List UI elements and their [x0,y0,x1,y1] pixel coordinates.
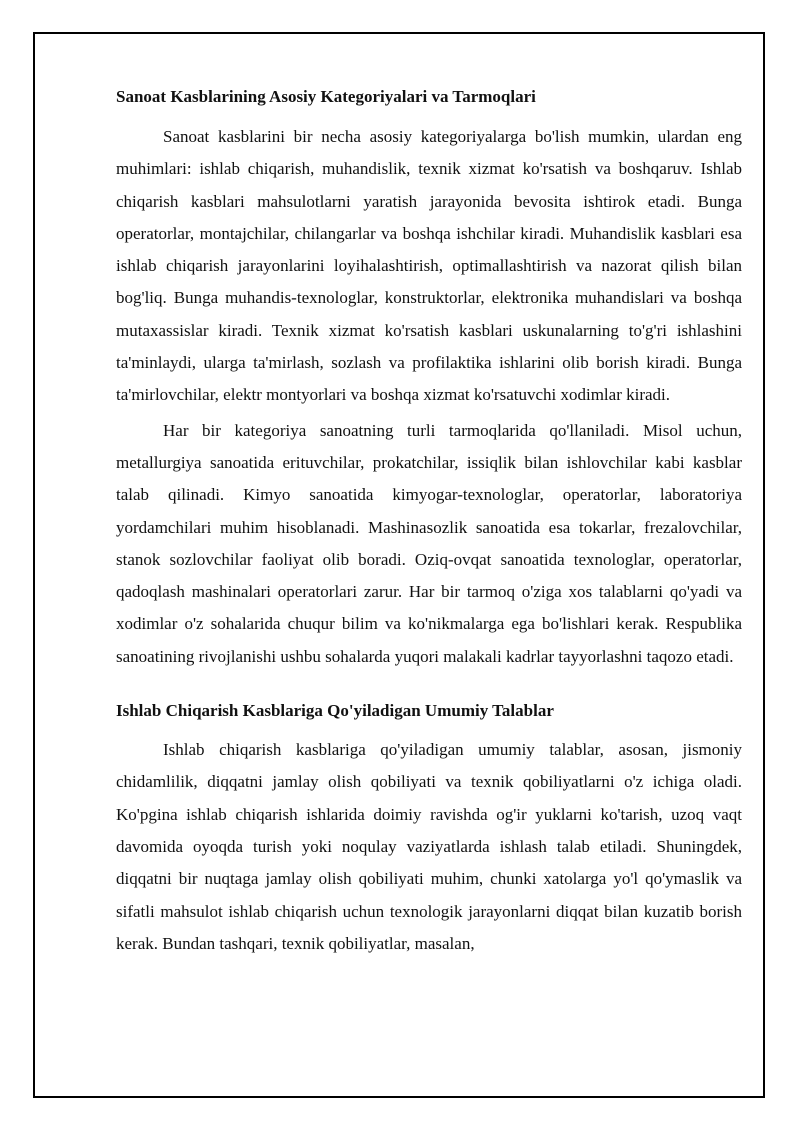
section-heading-categories: Sanoat Kasblarining Asosiy Kategoriyalari va Tarmoqlari [116,87,536,106]
paragraph-general-requirements: Ishlab chiqarish kasblariga qo'yiladigan umumiy talablar, asosan, jismoniy chidamlilik, diqqatni jamlay olish qobiliyati va texnik qobiliyatlarni o'z ichiga oladi. Ko'pgina ishlab chiqarish ishlarida doimiy ravishda og'ir yuklarni ko'tarish, uzoq vaqt davomida oyoqda turish yoki noqulay vaziyatlarda ishlash talab etiladi. Shuningdek, diqqatni bir nuqtaga jamlay olish qobiliyati muhim, chunki xatolarga yo'l qo'ymaslik va sifatli mahsulot ishlab chiqarish uchun texnologik jarayonlarni diqqat bilan kuzatib borish kerak. Bundan tashqari, texnik qobiliyatlar, masalan, [116,740,742,953]
document-body [116,84,742,960]
paragraph-categories-overview: Sanoat kasblarini bir necha asosiy kategoriyalarga bo'lish mumkin, ulardan eng muhimlari: ishlab chiqarish, muhandislik, texnik xizmat ko'rsatish va boshqaruv. Ishlab chiqarish kasblari mahsulotlarni yaratish jarayonida bevosita ishtirok etadi. Bunga operatorlar, montajchilar, chilangarlar va boshqa ishchilar kiradi. Muhandislik kasblari esa ishlab chiqarish jarayonlarini loyihalashtirish, optimallashtirish va nazorat qilish bilan bog'liq. Bunga muhandis-texnologlar, konstruktorlar, elektronika muhandislari va boshqa mutaxassislar kiradi. Texnik xizmat ko'rsatish kasblari uskunalarning to'g'ri ishlashini ta'minlaydi, ularga ta'mirlash, sozlash va profilaktika ishlarini olib borish kiradi. Bunga ta'mirlovchilar, elektr montyorlari va boshqa xizmat ko'rsatuvchi xodimlar kiradi. [116,127,742,405]
paragraph-industry-branches: Har bir kategoriya sanoatning turli tarmoqlarida qo'llaniladi. Misol uchun, metallurgiya sanoatida erituvchilar, prokatchilar, issiqlik bilan ishlovchilar kabi kasblar talab qilinadi. Kimyo sanoatida kimyogar-texnologlar, operatorlar, laboratoriya yordamchilari muhim hisoblanadi. Mashinasozlik sanoatida esa tokarlar, frezalovchilar, stanok sozlovchilar faoliyat olib boradi. Oziq-ovqat sanoatida texnologlar, operatorlar, qadoqlash mashinalari operatorlari zarur. Har bir tarmoq o'ziga xos talablarni qo'yadi va xodimlar o'z sohalarida chuqur bilim va ko'nikmalarga ega bo'lishlari kerak. Respublika sanoatining rivojlanishi ushbu sohalarda yuqori malakali kadrlar tayyorlashni taqozo etadi. [116,420,742,666]
section-heading-requirements: Ishlab Chiqarish Kasblariga Qo'yiladigan Umumiy Talablar [116,701,554,721]
